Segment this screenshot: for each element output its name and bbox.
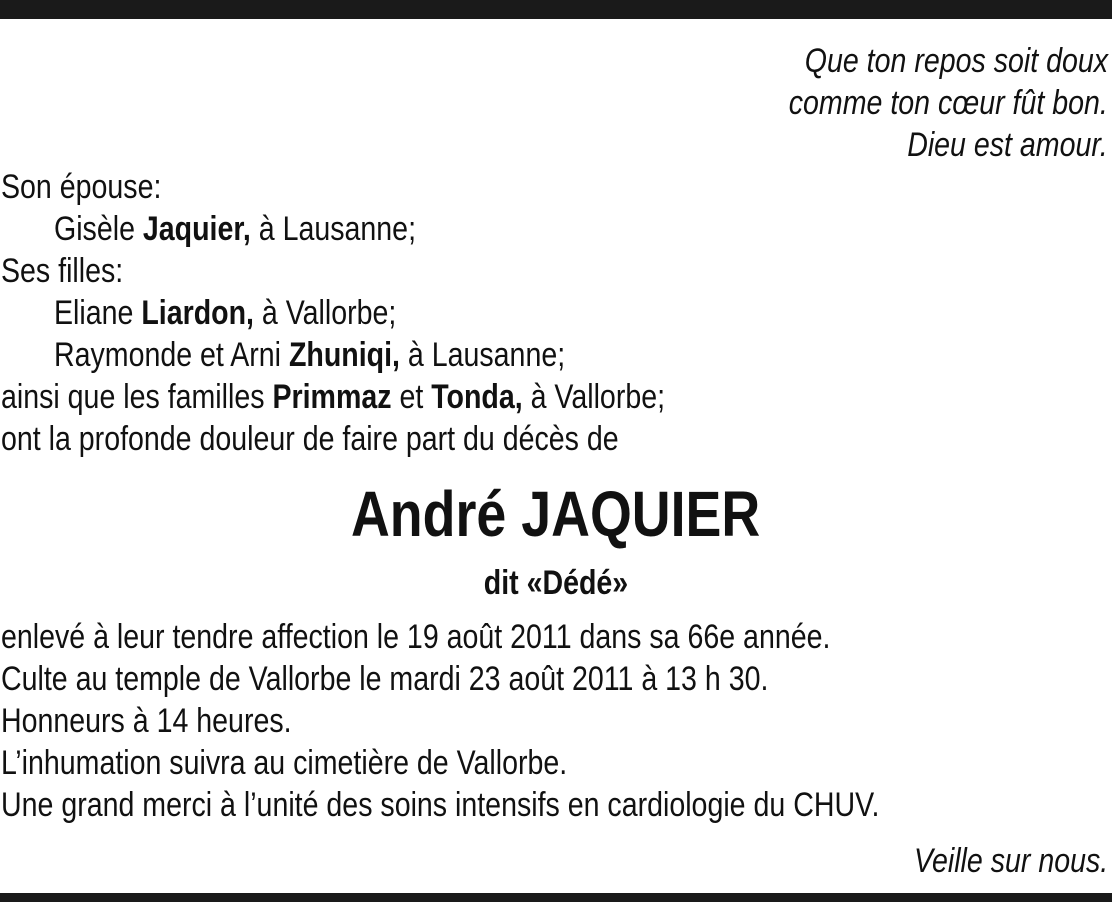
detail-line-4: L’inhumation suivra au cimetière de Vallorbe.: [1, 744, 568, 782]
deceased-name-text: André JAQUIER: [351, 478, 761, 550]
detail-line-5: Une grand merci à l’unité des soins intensifs en cardiologie du CHUV.: [1, 786, 880, 824]
other-families-and: et: [391, 378, 432, 416]
spouse-place: à Lausanne;: [250, 210, 417, 248]
spouse-first-name: Gisèle: [54, 210, 143, 248]
detail-line-2: Culte au temple de Vallorbe le mardi 23 août 2011 à 13 h 30.: [1, 660, 769, 698]
daughter2-last-name: Zhuniqi,: [288, 336, 400, 374]
spouse-heading: Son épouse:: [1, 168, 162, 206]
closing-line: Veille sur nous.: [913, 842, 1108, 880]
family-name-primmaz: Primmaz: [272, 378, 392, 416]
detail-line-1: enlevé à leur tendre affection le 19 août 2011 dans sa 66e année.: [1, 618, 831, 656]
deceased-nickname-text: dit «Dédé»: [483, 564, 629, 602]
daughter-entry-1: [54, 292, 396, 334]
daughters-heading: Ses filles:: [1, 252, 124, 290]
daughter1-place: à Vallorbe;: [253, 294, 397, 332]
spouse-entry: [54, 208, 416, 250]
daughter2-first-name: Raymonde et Arni: [54, 336, 289, 374]
daughter-entry-2: [54, 334, 565, 376]
other-families-place: à Vallorbe;: [522, 378, 666, 416]
top-border-rule: [0, 0, 1112, 19]
announcement-line: ont la profonde douleur de faire part du décès de: [1, 420, 619, 458]
epigraph-line-1: Que ton repos soit doux: [804, 42, 1108, 80]
detail-line-3: Honneurs à 14 heures.: [1, 702, 292, 740]
daughter1-first-name: Eliane: [54, 294, 142, 332]
daughter2-place: à Lausanne;: [399, 336, 566, 374]
deceased-name: [0, 478, 1112, 550]
daughter1-last-name: Liardon,: [141, 294, 254, 332]
epigraph-line-3: Dieu est amour.: [907, 126, 1108, 164]
epigraph-line-2: comme ton cœur fût bon.: [788, 84, 1108, 122]
other-families-prefix: ainsi que les familles: [1, 378, 273, 416]
bottom-border-rule: [0, 893, 1112, 902]
family-name-tonda: Tonda,: [431, 378, 523, 416]
deceased-nickname: [0, 562, 1112, 604]
other-families: [1, 376, 665, 418]
spouse-last-name: Jaquier,: [142, 210, 251, 248]
